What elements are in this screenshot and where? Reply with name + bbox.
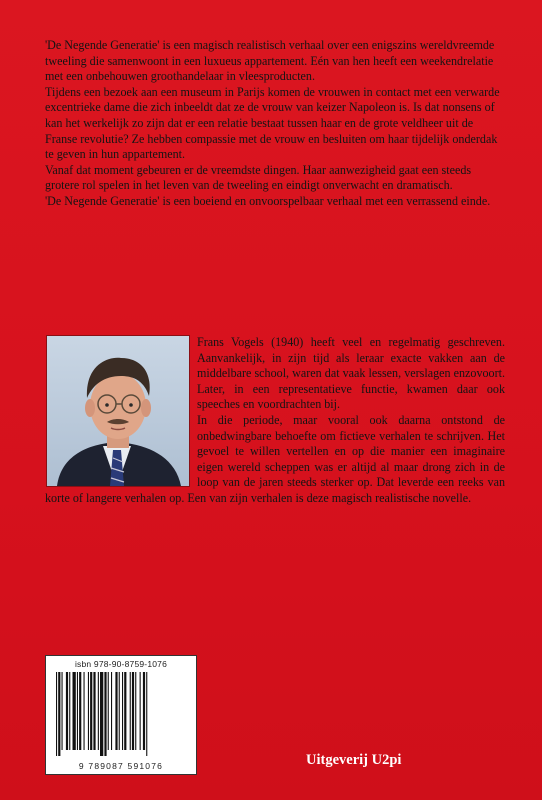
barcode-bar: [135, 672, 136, 750]
barcode-bar: [84, 672, 85, 750]
barcode-bar: [140, 672, 141, 750]
barcode-bar: [58, 672, 60, 756]
bio-paragraph-2: In die periode, maar vooral ook daarna ontstond de onbedwingbare behoefte om fictieve verhalen te schrijven. Het gevoel te willen vertellen en op die manier een imaginaire eigen wereld scheppen was er altijd al maar drong zich in de loop van de jaren steeds sterker op. Dat leverde een reeks van korte of langere verhalen op. Een van zijn verhalen is deze magisch realistische novelle.: [45, 412, 505, 505]
barcode-bar: [79, 672, 81, 750]
author-portrait-image: [47, 336, 189, 486]
barcode-label: [45, 655, 197, 775]
barcode-bar: [104, 672, 106, 756]
barcode-bar: [115, 672, 117, 750]
barcode-bar: [108, 672, 109, 750]
author-photo: [46, 335, 190, 487]
barcode-bar: [146, 672, 147, 756]
barcode-bar: [93, 672, 95, 750]
barcode-bar: [132, 672, 134, 750]
barcode-digits: 9 789087 591076: [78, 761, 164, 771]
barcode-bar: [143, 672, 145, 750]
barcode-bar: [88, 672, 89, 750]
barcode-bar: [124, 672, 126, 750]
barcode-bar: [62, 672, 63, 750]
blurb-paragraph-1: 'De Negende Generatie' is een magisch realistisch verhaal over een enigszins wereldvreemde tweeling die samenwoont in een luxueus appartement. Eén van hen heeft een weekendrelatie met een onbehouwen groothandelaar in vleesproducten.: [45, 38, 495, 84]
barcode-icon: [54, 672, 188, 756]
barcode-bar: [111, 672, 112, 750]
isbn-text: isbn 978-90-8759-1076: [74, 659, 168, 669]
barcode-bar: [122, 672, 123, 750]
barcode-bar: [73, 672, 76, 750]
barcode-bar: [77, 672, 78, 750]
bio-paragraph-1: Frans Vogels (1940) heeft veel en regelmatig geschreven. Aanvankelijk, in zijn tijd als leraar exacte vakken aan de middelbare school, waren dat vaak lessen, verslagen enzovoort. Later, in een representatieve functie, kwamen daar ook speeches en voordrachten bij.: [197, 335, 505, 412]
barcode-bar: [56, 672, 57, 756]
blurb-paragraph-4: 'De Negende Generatie' is een boeiend en onvoorspelbaar verhaal met een verrassend einde.: [45, 193, 491, 208]
publisher-name: Uitgeverij U2pi: [306, 752, 402, 768]
barcode-bar: [69, 672, 70, 750]
barcode-bar: [100, 672, 103, 756]
barcode-bar: [130, 672, 131, 750]
barcode-bar: [90, 672, 92, 750]
barcode-bar: [66, 672, 68, 750]
blurb-paragraph-2: Tijdens een bezoek aan een museum in Parijs komen de vrouwen in contact met een verwarde excentrieke dame die zich inbeeldt dat ze de vrouw van keizer Napoleon is. Is dat nonsens of kan het werkelijk zo zijn dat er een relatie bestaat tussen haar en de grote veldheer uit de Franse revolutie? Ze hebben compassie met de vrouw en besluiten om haar tijdelijk onderdak te geven in hun appartement.: [45, 84, 500, 162]
book-blurb: [45, 38, 505, 210]
blurb-paragraph-3: Vanaf dat moment gebeuren er de vreemdste dingen. Haar aanwezigheid gaat een steeds grotere rol spelen in het leven van de tweeling en eindigt onverwacht en dramatisch.: [45, 162, 472, 193]
barcode-bar: [98, 672, 99, 750]
barcode-bar: [119, 672, 120, 750]
